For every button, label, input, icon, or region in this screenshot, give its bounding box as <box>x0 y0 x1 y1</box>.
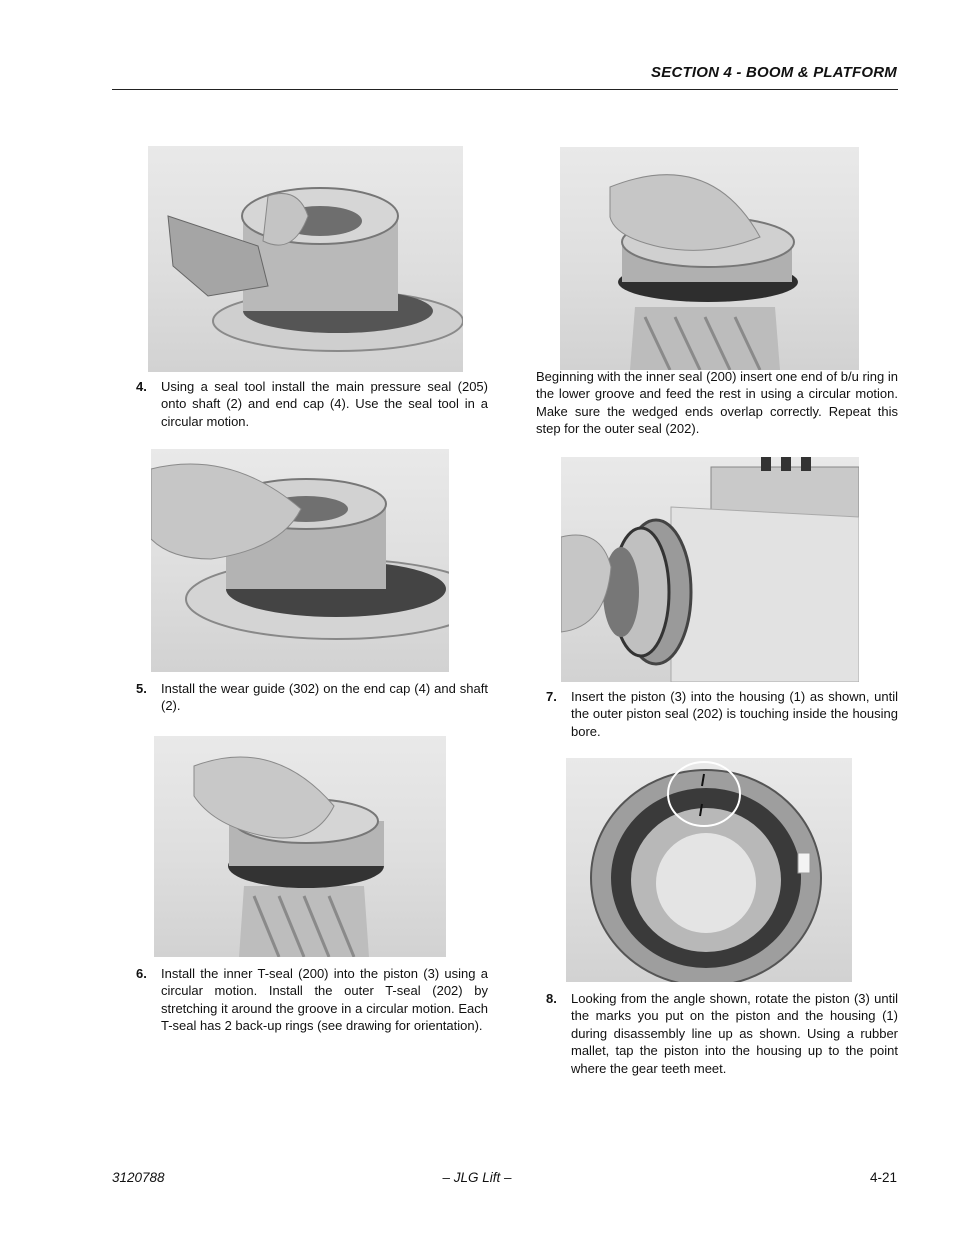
backup-ring-paragraph: Beginning with the inner seal (200) insert one end of b/u ring in the lower groove and feed the rest in using a circular motion. Make sure the wedged ends overlap correctly. Repeat this step for the outer seal (202). <box>536 369 898 437</box>
header-rule <box>112 89 898 90</box>
step-4 <box>136 378 488 430</box>
photo-piston-housing <box>561 457 859 682</box>
step-text: Install the inner T-seal (200) into the piston (3) using a circular motion. Install the outer T-seal (202) by stretching it around the groove in a circular motion. Each T-seal has 2 back-up rings (see drawing for orientation). <box>161 966 488 1034</box>
step-number: 6. <box>136 966 147 981</box>
photo-wear-guide <box>151 449 449 672</box>
step-text: Using a seal tool install the main pressure seal (205) onto shaft (2) and end cap (4). Use the seal tool in a circular motion. <box>161 379 488 429</box>
photo-seal-tool-install <box>148 146 463 372</box>
page-number: 4-21 <box>869 1170 897 1185</box>
step-text: Insert the piston (3) into the housing (1) as shown, until the outer piston seal (202) is touching inside the housing bore. <box>571 689 898 739</box>
footer-center: – JLG Lift – <box>442 1170 512 1185</box>
step-number: 7. <box>546 689 557 704</box>
doc-number: 3120788 <box>112 1170 165 1185</box>
step-number: 4. <box>136 379 147 394</box>
step-text: Looking from the angle shown, rotate the piston (3) until the marks you put on the piston and the housing (1) during disassembly line up as shown. Using a rubber mallet, tap the piston into the housing up to the point where the gear teeth meet. <box>571 991 898 1076</box>
section-title: SECTION 4 - BOOM & PLATFORM <box>651 64 897 81</box>
photo-backup-ring <box>560 147 859 370</box>
photo-alignment-marks <box>566 758 852 982</box>
step-6 <box>136 965 488 1035</box>
step-5 <box>136 680 488 715</box>
photo-t-seal-piston <box>154 736 446 957</box>
step-8 <box>546 990 898 1077</box>
step-number: 5. <box>136 681 147 696</box>
step-7 <box>546 688 898 740</box>
step-number: 8. <box>546 991 557 1006</box>
step-text: Install the wear guide (302) on the end cap (4) and shaft (2). <box>161 681 488 714</box>
